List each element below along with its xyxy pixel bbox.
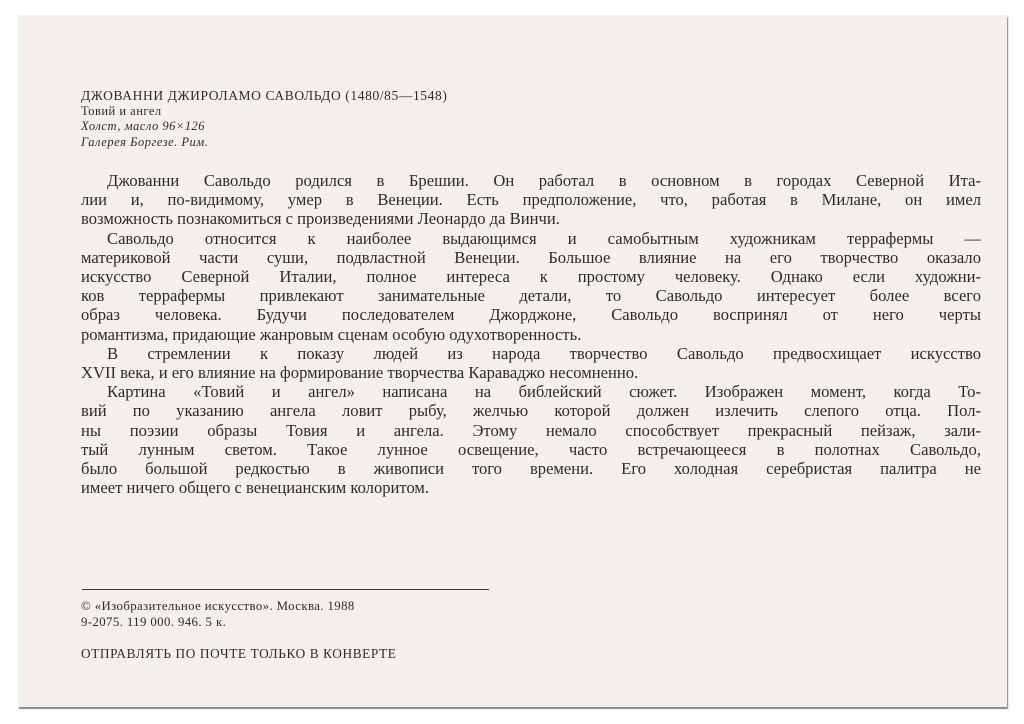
divider-line [82,589,489,590]
print-code-line: 9-2075. 119 000. 946. 5 к. [81,615,227,629]
text-line: XVII века, и его влияние на формирование творчества Караваджо несомненно. [81,363,639,383]
text-line: материковой части суши, подвластной Венеции. Большое влияние на его творчество оказало [81,247,981,267]
publisher-line: © «Изобразительное искусство». Москва. 1988 [81,599,355,613]
description-text [81,171,981,497]
text-line: образ человека. Будучи последователем Джорджоне, Савольдо воспринял от него черты [81,305,981,325]
text-line: искусство Северной Италии, полное интереса к простому человеку. Однако если художни- [81,267,981,287]
publisher-imprint [81,598,355,630]
text-line: имеет ничего общего с венецианским колоритом. [81,478,430,498]
postcard-back [18,15,1007,707]
text-line: лии и, по-видимому, умер в Венеции. Есть предположение, что, работая в Милане, он имел [81,190,981,210]
artwork-location: Галерея Боргезе. Рим. [81,134,209,149]
text-line: В стремлении к показу людей из народа творчество Савольдо предвосхищает искусство [107,343,981,363]
artwork-name: Товий и ангел [81,103,162,118]
text-line: вий по указанию ангела ловит рыбу, желчью которой должен излечить слепого отца. Пол- [81,401,981,421]
postal-instruction: ОТПРАВЛЯТЬ ПО ПОЧТЕ ТОЛЬКО В КОНВЕРТЕ [81,646,397,661]
artwork-medium: Холст, масло 96×126 [81,119,206,133]
text-line: Картина «Товий и ангел» написана на библейский сюжет. Изображен момент, когда То- [107,382,981,402]
artist-title: ДЖОВАННИ ДЖИРОЛАМО САВОЛЬДО (1480/85—1548) [81,88,448,103]
text-line: ков террафермы привлекают занимательные детали, то Савольдо интересует более всего [81,286,981,306]
text-line: тый лунным светом. Такое лунное освещение, часто встречающееся в полотнах Савольдо, [81,439,981,459]
text-line: романтизма, придающие жанровым сценам особую одухотворенность. [81,324,582,344]
text-line: возможность познакомиться с произведениями Леонардо да Винчи. [81,209,560,229]
text-line: Джованни Савольдо родился в Брешии. Он работал в основном в городах Северной Ита- [107,171,981,190]
text-line: было большой редкостью в живописи того времени. Его холодная серебристая палитра не [81,459,981,479]
text-line: Савольдо относится к наиболее выдающимся и самобытным художникам террафермы — [107,228,981,248]
artwork-caption [81,88,447,150]
text-line: ны поэзии образы Товия и ангела. Этому немало способствует прекрасный пейзаж, зали- [81,420,981,440]
